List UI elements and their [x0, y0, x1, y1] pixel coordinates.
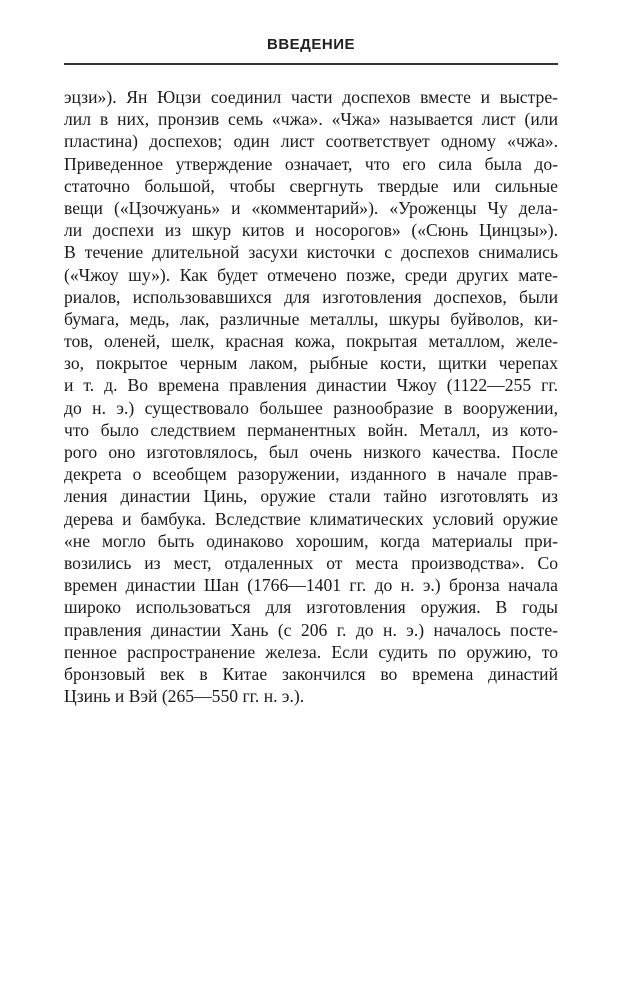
text-line: до н. э.) существовало большее разнообразие в вооружении, — [64, 397, 558, 418]
text-line: пластина) доспехов; один лист соответствует одному «чжа». — [64, 131, 558, 152]
text-line: «не могло быть одинаково хорошим, когда материалы при- — [64, 530, 558, 551]
text-line: бронзовый век в Китае закончился во времена династий — [64, 663, 558, 684]
text-line: дерева и бамбука. Вследствие климатических условий оружие — [64, 508, 558, 529]
text-line: тов, оленей, шелк, красная кожа, покрытая металлом, желе- — [64, 331, 558, 352]
body-paragraph — [64, 86, 558, 707]
text-line: декрета о всеобщем разоружении, изданного в начале прав- — [64, 464, 558, 485]
text-line: правления династии Хань (с 206 г. до н. э.) началось посте- — [64, 619, 558, 640]
text-line: риалов, использовавшихся для изготовления доспехов, были — [64, 286, 558, 307]
text-line: пенное распространение железа. Если судить по оружию, то — [64, 641, 558, 662]
text-line-last: Цзинь и Вэй (265—550 гг. н. э.). — [64, 686, 305, 707]
text-line: возились из мест, отдаленных от места производства». Со — [64, 552, 558, 573]
text-line: («Чжоу шу»). Как будет отмечено позже, среди других мате- — [64, 264, 558, 285]
text-line: и т. д. Во времена правления династии Чжоу (1122—255 гг. — [64, 375, 558, 396]
text-line: что было следствием перманентных войн. Металл, из кото- — [64, 419, 558, 440]
text-line: В течение длительной засухи кисточки с доспехов снимались — [64, 242, 558, 263]
text-line: Приведенное утверждение означает, что его сила была до- — [64, 153, 558, 174]
header-rule — [64, 63, 558, 65]
running-head-title: ВВЕДЕНИЕ — [267, 36, 355, 53]
text-line: статочно большой, чтобы свергнуть твердые или сильные — [64, 175, 558, 196]
text-line: вещи («Цзочжуань» и «комментарий»). «Уроженцы Чу дела- — [64, 197, 558, 218]
text-line: ления династии Цинь, оружие стали тайно изготовлять из — [64, 486, 558, 507]
text-line: лил в них, пронзив семь «чжа». «Чжа» называется лист (или — [64, 109, 558, 130]
text-line: ли доспехи из шкур китов и носорогов» («Сюнь Цинцзы»). — [64, 220, 558, 241]
text-line: рого оно изготовлялось, был очень низкого качества. После — [64, 442, 558, 462]
text-line: бумага, медь, лак, различные металлы, шкуры буйволов, ки- — [64, 308, 558, 329]
text-line: зо, покрытое черным лаком, рыбные кости, щитки черепах — [64, 353, 558, 374]
text-line: эцзи»). Ян Юцзи соединил части доспехов вместе и выстре- — [64, 87, 558, 107]
text-line: широко использоваться для изготовления оружия. В годы — [64, 597, 558, 618]
text-line: времен династии Шан (1766—1401 гг. до н. э.) бронза начала — [64, 575, 558, 596]
